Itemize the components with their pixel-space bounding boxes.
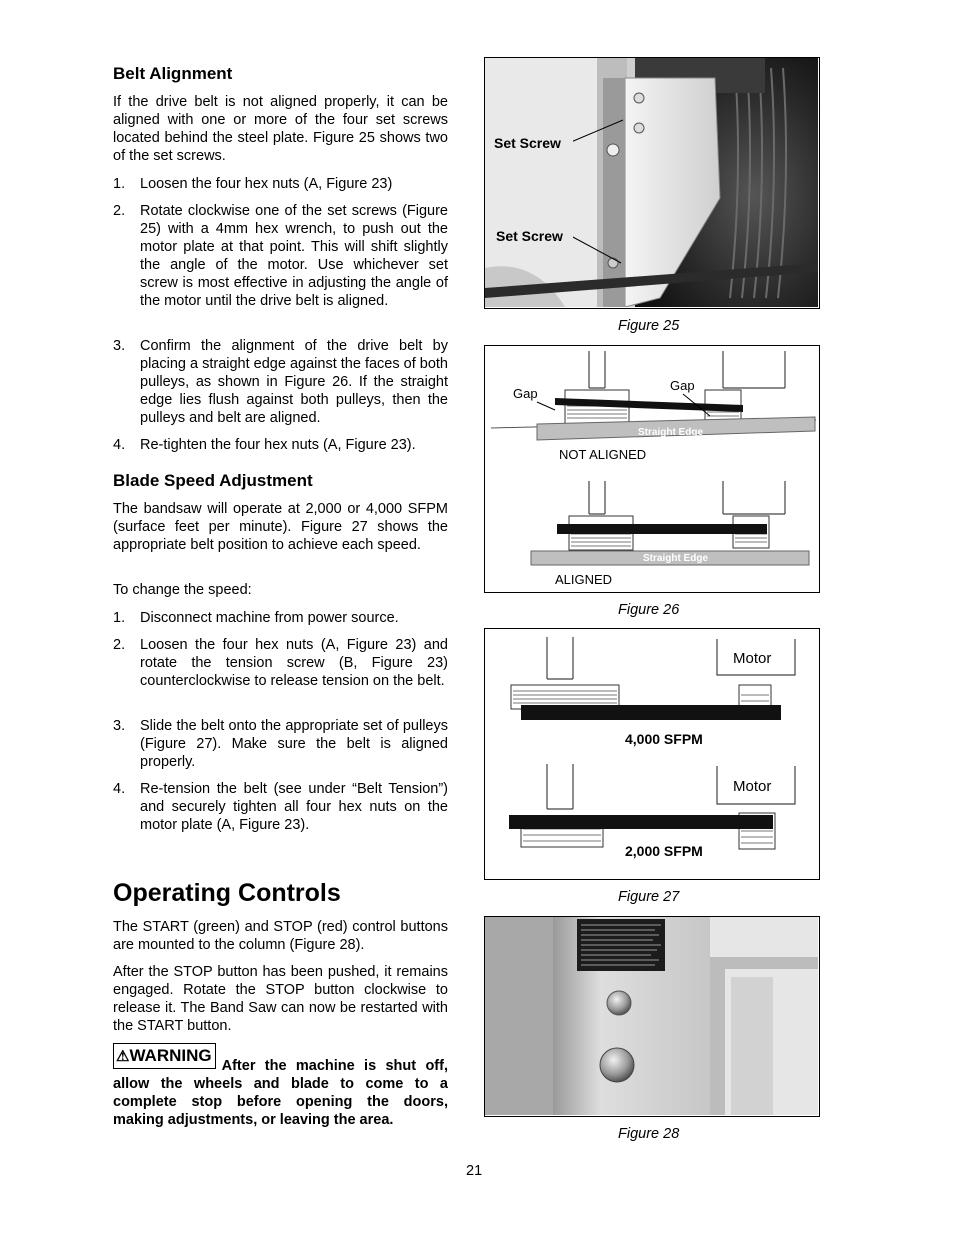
step-text: Rotate clockwise one of the set screws (Figure 25) with a 4mm hex wrench, to push out the motor plate at that point. This will shift slightly the angle of the motor. Use whichever set screw is most effective in adjusting the angle of the motor until the drive belt is aligned.: [140, 203, 448, 309]
step-text: Re-tighten the four hex nuts (A, Figure 23).: [140, 437, 416, 453]
list-item: [113, 636, 448, 690]
figure-27-caption: Figure 27: [618, 889, 680, 905]
list-item: [113, 436, 448, 454]
operating-controls-para2: After the STOP button has been pushed, it remains engaged. Rotate the STOP button clockwise to release it. The Band Saw can now be restarted with the START button.: [113, 964, 448, 1034]
figure-25-caption: Figure 25: [618, 318, 680, 334]
aligned-label: ALIGNED: [555, 572, 613, 587]
step-number: 3.: [113, 338, 126, 354]
step-number: 1.: [113, 610, 126, 626]
straight-edge-label-1: Straight Edge: [638, 427, 704, 438]
motor-label-2: Motor: [733, 778, 772, 795]
step-text: Re-tension the belt (see under “Belt Tension”) and securely tighten all four hex nuts on the motor plate (A, Figure 23).: [140, 781, 448, 833]
list-item: [113, 175, 448, 193]
operating-controls-para1: The START (green) and STOP (red) control buttons are mounted to the column (Figure 28).: [113, 919, 448, 953]
set-screw-label-1: Set Screw: [494, 135, 561, 151]
warning-badge: ⚠WARNING: [113, 1043, 216, 1069]
list-item: [113, 202, 448, 310]
figure-26-caption: Figure 26: [618, 602, 680, 618]
step-text: Loosen the four hex nuts (A, Figure 23): [140, 176, 393, 192]
straight-edge-label-2: Straight Edge: [643, 553, 709, 564]
step-text: Slide the belt onto the appropriate set of pulleys (Figure 27). Make sure the belt is aligned properly.: [140, 718, 448, 770]
step-number: 2.: [113, 637, 126, 653]
speed-label-2000: 2,000 SFPM: [625, 843, 703, 859]
belt-alignment-intro: If the drive belt is not aligned properly, it can be aligned with one or more of the four set screws located behind the steel plate. Figure 25 shows two of the set screws.: [113, 94, 448, 164]
blade-speed-heading: Blade Speed Adjustment: [113, 471, 313, 490]
step-number: 2.: [113, 203, 126, 219]
not-aligned-label: NOT ALIGNED: [559, 447, 647, 462]
step-number: 4.: [113, 781, 126, 797]
warning-text: After the machine is shut off, allow the wheels and blade to come to a complete stop before opening the doors, making adjustments, or leaving the area.: [113, 1058, 448, 1128]
warning-block: [113, 1043, 448, 1129]
figure-28-caption: Figure 28: [618, 1126, 680, 1142]
warning-triangle-icon: ⚠: [116, 1048, 130, 1065]
to-change-label: To change the speed:: [113, 582, 252, 598]
gap-label-1: Gap: [513, 386, 538, 401]
operating-controls-heading: Operating Controls: [113, 879, 341, 907]
list-item: [113, 337, 448, 427]
figure-28-image: [484, 916, 820, 1117]
blade-speed-intro: The bandsaw will operate at 2,000 or 4,000 SFPM (surface feet per minute). Figure 27 shows the appropriate belt position to achieve each speed.: [113, 501, 448, 553]
step-text: Loosen the four hex nuts (A, Figure 23) and rotate the tension screw (B, Figure 23) counterclockwise to release tension on the belt.: [140, 637, 448, 689]
figure-26-diagram: [484, 345, 820, 593]
step-text: Disconnect machine from power source.: [140, 610, 399, 626]
step-number: 3.: [113, 718, 126, 734]
list-item: [113, 780, 448, 834]
belt-alignment-heading: Belt Alignment: [113, 64, 233, 83]
list-item: [113, 609, 448, 627]
figure-25-image: [484, 57, 820, 309]
figure-27-diagram: [484, 628, 820, 880]
motor-label-1: Motor: [733, 650, 772, 667]
page-number: 21: [466, 1163, 483, 1179]
set-screw-label-2: Set Screw: [496, 228, 563, 244]
step-number: 4.: [113, 437, 126, 453]
gap-label-2: Gap: [670, 378, 695, 393]
step-text: Confirm the alignment of the drive belt by placing a straight edge against the faces of both pulleys, as shown in Figure 26. If the straight edge lies flush against both pulleys, then the pulleys and belt are aligned.: [140, 338, 448, 426]
step-number: 1.: [113, 176, 126, 192]
speed-label-4000: 4,000 SFPM: [625, 731, 703, 747]
list-item: [113, 717, 448, 771]
